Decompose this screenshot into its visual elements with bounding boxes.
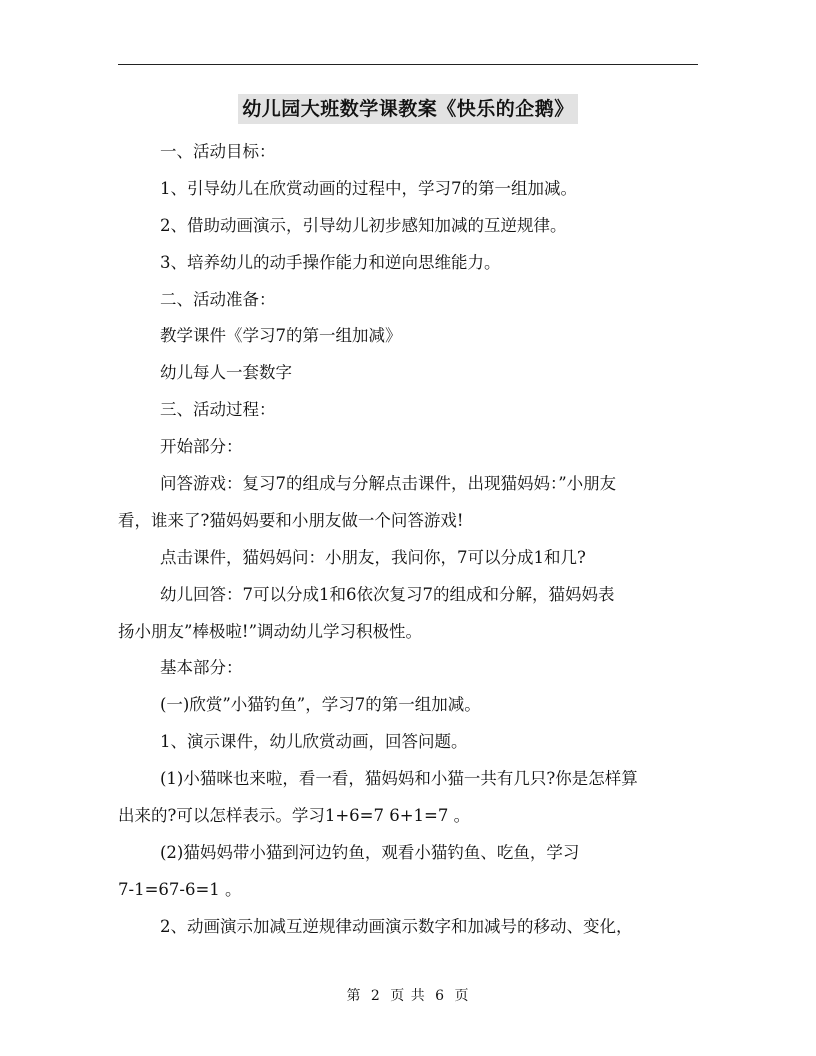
body-line: 1、演示课件，幼儿欣赏动画，回答问题。: [160, 732, 468, 752]
footer-total-pages: 6: [435, 988, 446, 1004]
body-line: (1)小猫咪也来啦，看一看，猫妈妈和小猫一共有几只?你是怎样算: [160, 769, 638, 789]
body-line: 开始部分：: [160, 437, 243, 457]
header-rule: [118, 64, 698, 65]
body-line: 7-1=67-6=1 。: [118, 879, 242, 899]
footer-middle: 页 共: [390, 988, 426, 1004]
body-line: 点击课件，猫妈妈问：小朋友，我问你，7可以分成1和几?: [160, 547, 586, 567]
body-line: 3、培养幼儿的动手操作能力和逆向思维能力。: [160, 252, 501, 272]
footer-page-number: 2: [370, 988, 381, 1004]
document-title: 幼儿园大班数学课教案《快乐的企鹅》: [238, 94, 578, 124]
body-line: 幼儿每人一套数字: [160, 363, 292, 383]
body-line: 扬小朋友”棒极啦!”调动幼儿学习积极性。: [118, 621, 423, 641]
footer-prefix: 第: [346, 988, 362, 1004]
body-line: 三、活动过程：: [160, 400, 276, 420]
body-line: 二、活动准备：: [160, 289, 276, 309]
body-line: 1、引导幼儿在欣赏动画的过程中，学习7的第一组加减。: [160, 178, 577, 198]
page-footer: [0, 985, 816, 1005]
body-line: 看，谁来了?猫妈妈要和小朋友做一个问答游戏!: [118, 510, 464, 530]
body-line: 出来的?可以怎样表示。学习1+6=7 6+1=7 。: [118, 806, 471, 826]
footer-suffix: 页: [454, 988, 470, 1004]
body-line: 基本部分：: [160, 658, 243, 678]
body-line: 问答游戏：复习7的组成与分解点击课件，出现猫妈妈：”小朋友: [160, 474, 617, 494]
body-line: 2、动画演示加减互逆规律动画演示数字和加减号的移动、变化，: [160, 916, 633, 936]
body-line: (2)猫妈妈带小猫到河边钓鱼，观看小猫钓鱼、吃鱼，学习: [160, 842, 580, 862]
body-line: 教学课件《学习7的第一组加减》: [160, 326, 402, 346]
body-line: 一、活动目标：: [160, 142, 276, 161]
body-line: (一)欣赏”小猫钓鱼”，学习7的第一组加减。: [160, 695, 481, 715]
document-body: [118, 139, 698, 951]
body-line: 幼儿回答：7可以分成1和6依次复习7的组成和分解，猫妈妈表: [160, 584, 615, 604]
title-container: [0, 94, 816, 124]
body-line: 2、借助动画演示，引导幼儿初步感知加减的互逆规律。: [160, 215, 567, 235]
